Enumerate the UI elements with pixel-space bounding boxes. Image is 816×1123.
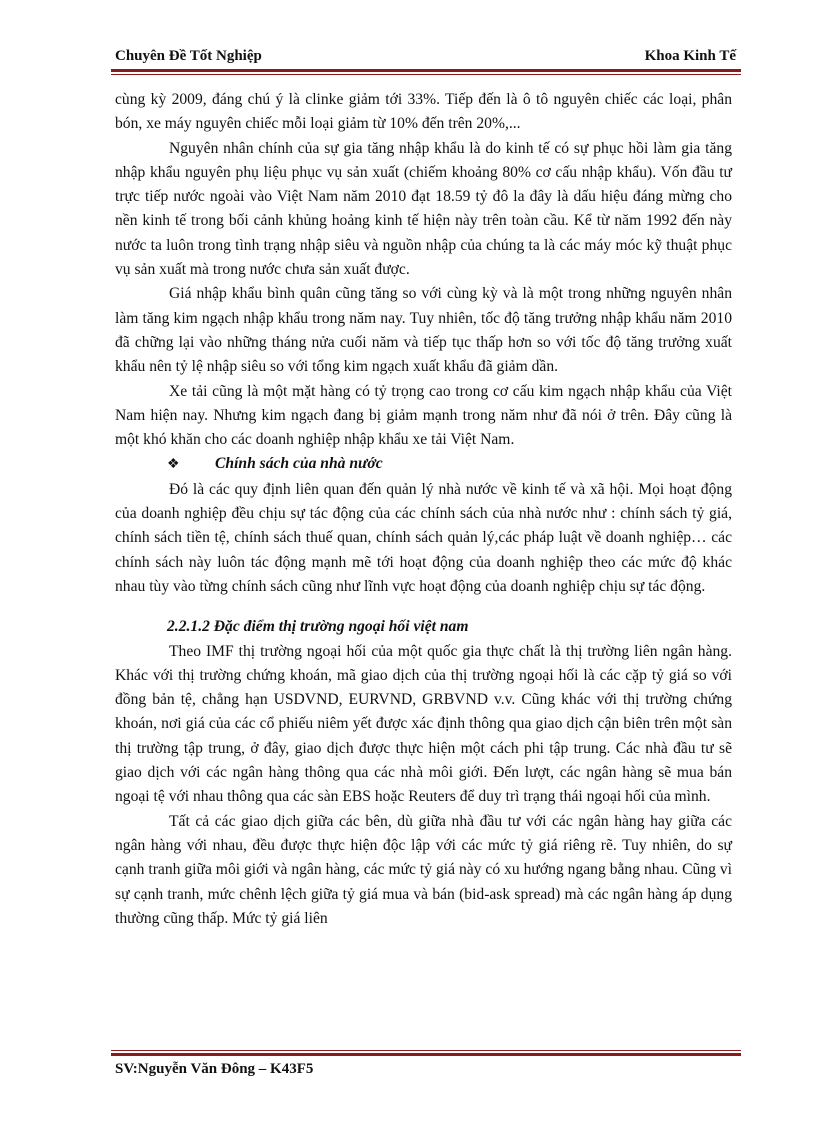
bullet-title: Chính sách của nhà nước <box>215 455 383 473</box>
header-faculty: Khoa Kinh Tế <box>644 48 736 64</box>
paragraph-7: Tất cả các giao dịch giữa các bên, dù giữa nhà đầu tư với các ngân hàng hay giữa các ngân hàng với nhau, đều được thực hiện độc lập với các mức tỷ giá riêng rẽ. Tuy nhiên, do sự cạnh tranh giữa môi giới và ngân hàng, các mức tỷ giá này có xu hướng ngang bằng nhau. Cũng vì sự cạnh tranh, mức chênh lệch giữa tỷ giá mua và bán (bid-ask spread) mà các ngân hàng áp dụng thường cũng thấp. Mức tỷ giá liên <box>115 812 732 927</box>
header-title: Chuyên Đề Tốt Nghiệp <box>115 48 262 64</box>
paragraph-1: cùng kỳ 2009, đáng chú ý là clinke giảm tới 33%. Tiếp đến là ô tô nguyên chiếc các loại, phân bón, xe máy nguyên chiếc mỗi loại giảm từ 10% đến trên 20%,... <box>115 91 732 133</box>
paragraph-2: Nguyên nhân chính của sự gia tăng nhập khẩu là do kinh tế có sự phục hồi làm gia tăng nhập khẩu nguyên phụ liệu phục vụ sản xuất (chiếm khoảng 80% cơ cấu nhập khẩu). Vốn đầu tư trực tiếp nước ngoài vào Việt Nam năm 2010 đạt 18.59 tỷ đô la đây là dấu hiệu đáng mừng cho nền kinh tế trong bối cảnh khủng hoảng kinh tế hiện này trên toàn cầu. Kể từ năm 1992 đến này nước ta luôn trong tình trạng nhập siêu và nguồn nhập của chúng ta là các máy móc kỹ thuật phục vụ sản xuất mà trong nước chưa sản xuất được. <box>115 139 732 279</box>
paragraph-3: Giá nhập khẩu bình quân cũng tăng so với cùng kỳ và là một trong những nguyên nhân làm tăng kim ngạch nhập khẩu trong năm nay. Tuy nhiên, tốc độ tăng trưởng nhập khẩu năm 2010 đã chững lại vào những tháng nửa cuối năm và tiếp tục thấp hơn so với tốc độ tăng trưởng xuất khẩu nên tỷ lệ nhập siêu so với tổng kim ngạch xuất khẩu đã giảm dần. <box>115 285 732 376</box>
header-rule-thin <box>111 74 741 75</box>
header-rule-thick <box>111 69 741 72</box>
bullet-heading <box>115 452 732 477</box>
page-footer: SV:Nguyễn Văn Đông – K43F5 <box>115 1061 314 1077</box>
diamond-bullet-icon: ❖ <box>167 457 180 473</box>
paragraph-6: Theo IMF thị trường ngoại hối của một quốc gia thực chất là thị trường liên ngân hàng. Khác với thị trường chứng khoán, mã giao dịch của thị trường ngoại hối là các cặp tỷ giá so với đồng bản tệ, chẳng hạn USDVND, EURVND, GRBVND v.v. Cũng khác với thị trường chứng khoán, nơi giá của các cổ phiếu niêm yết được xác định thông qua giao dịch cận biên trên một sàn thị trường tập trung, ở đây, giao dịch được thực hiện một cách phi tập trung. Các nhà đầu tư sẽ giao dịch với các ngân hàng thông qua các nhà môi giới. Đến lượt, các ngân hàng sẽ mua bán ngoại tệ với nhau thông qua các sàn EBS hoặc Reuters để duy trì trạng thái ngoại hối của mình. <box>115 642 732 806</box>
section-heading: 2.2.1.2 Đặc điểm thị trường ngoại hối việt nam <box>167 618 469 636</box>
footer-rule-thick <box>111 1053 741 1056</box>
paragraph-4: Xe tải cũng là một mặt hàng có tỷ trọng cao trong cơ cấu kim ngạch nhập khẩu của Việt Nam hiện nay. Nhưng kim ngạch đang bị giảm mạnh trong năm như đã nói ở trên. Đây cũng là một khó khăn cho các doanh nghiệp nhập khẩu xe tải Việt Nam. <box>115 382 732 449</box>
footer-rule-thin <box>111 1050 741 1051</box>
paragraph-5: Đó là các quy định liên quan đến quản lý nhà nước về kinh tế và xã hội. Mọi hoạt động của doanh nghiệp đều chịu sự tác động của các chính sách của nhà nước như : chính sách tỷ giá, chính sách tiền tệ, chính sách thuế quan, chính sách quản lý,các pháp luật về doanh nghiệp… các chính sách này luôn tác động mạnh mẽ tới hoạt động của doanh nghiệp theo các mức độ khác nhau tùy vào từng chính sách cũng như lĩnh vực hoạt động của doanh nghiệp chịu sự tác động. <box>115 480 732 595</box>
document-body <box>115 88 732 931</box>
page-header <box>115 48 736 66</box>
